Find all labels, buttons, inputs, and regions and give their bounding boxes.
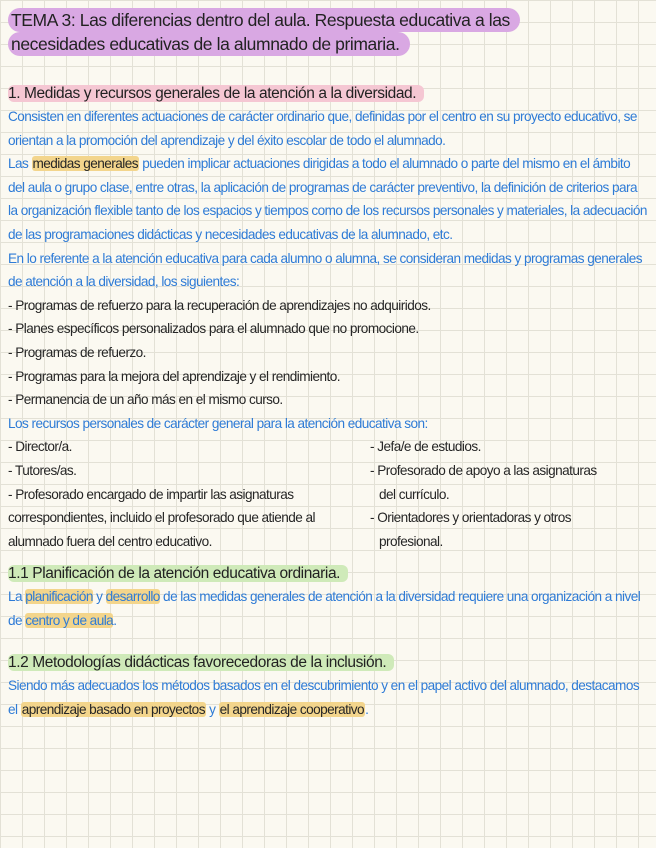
list-item: - Orientadores y orientadoras y otros: [370, 510, 572, 526]
list-item: - Tutores/as.: [8, 462, 77, 478]
desarrollo-highlight: desarrollo: [105, 589, 160, 605]
list-item-continuation: del currículo.: [379, 486, 450, 502]
list-item: - Profesorado encargado de impartir las asignaturas correspondientes, incluido el profesorado que atiende al alumnado fuera del centro educativo.: [8, 486, 316, 549]
resources-left-column: [8, 435, 370, 553]
resources-intro: Los recursos personales de carácter general para la atención educativa son:: [8, 415, 428, 431]
section-1-paragraph-3: En lo referente a la atención educativa para cada alumno o alumna, se consideran medidas y programas generales de atención a la diversidad, los siguientes:: [8, 250, 642, 290]
list-item: - Profesorado de apoyo a las asignaturas: [370, 462, 597, 478]
section-1-1-paragraph: La planificación y desarrollo de las medidas generales de atención a la diversidad requiere una organización a nivel de centro y de aula.: [8, 589, 641, 628]
proyectos-highlight: aprendizaje basado en proyectos: [21, 702, 205, 718]
notes-page: [8, 8, 648, 722]
list-item: - Programas para la mejora del aprendizaje y el rendimiento.: [8, 368, 340, 384]
cooperativo-highlight: el aprendizaje cooperativo: [219, 702, 365, 718]
resources-right-column: [370, 435, 648, 553]
section-1-1-heading: 1.1 Planificación de la atención educativa ordinaria.: [8, 563, 648, 585]
medidas-generales-highlight: medidas generales: [32, 156, 139, 172]
list-item: - Director/a.: [8, 439, 72, 455]
list-item-continuation: profesional.: [379, 533, 443, 549]
section-1-paragraph-1: Consisten en diferentes actuaciones de carácter ordinario que, definidas por el centro en su proyecto educativo, se orientan a la promoción del aprendizaje y del éxito escolar de todo el alumnado.: [8, 109, 637, 148]
list-item: - Planes específicos personalizados para el alumnado que no promocione.: [8, 321, 419, 337]
list-item: - Programas de refuerzo para la recuperación de aprendizajes no adquiridos.: [8, 297, 431, 313]
title-highlight: [8, 8, 520, 56]
section-1-heading: 1. Medidas y recursos generales de la atención a la diversidad.: [8, 83, 648, 105]
list-item: - Permanencia de un año más en el mismo curso.: [8, 392, 283, 408]
resources-columns: [8, 435, 648, 553]
list-item: - Programas de refuerzo.: [8, 344, 146, 360]
planificacion-highlight: planificación: [25, 589, 93, 605]
page-title: [8, 8, 568, 56]
section-1-2-heading: 1.2 Metodologías didácticas favorecedoras de la inclusión.: [8, 652, 648, 674]
section-1-2-paragraph: Siendo más adecuados los métodos basados en el descubrimiento y en el papel activo del alumnado, destacamos el aprendizaje basado en proyectos y el aprendizaje cooperativo.: [8, 678, 640, 718]
title-line-1: TEMA 3: Las diferencias dentro del aula. Respuesta educativa a las: [11, 10, 510, 30]
section-1-paragraph-2: Las medidas generales pueden implicar actuaciones dirigidas a todo el alumnado o parte del mismo en el ámbito del aula o grupo clase, entre otras, la aplicación de programas de carácter preventivo, la definición de criterios para la organización flexible tanto de los espacios y tiempos como de los recursos personales y materiales, la adecuación de las programaciones didácticas y necesidades educativas de la alumnado, etc.: [8, 156, 647, 242]
programs-list: [8, 294, 648, 412]
centro-aula-highlight: centro y de aula: [25, 612, 114, 628]
list-item: - Jefa/e de estudios.: [370, 439, 481, 455]
title-line-2: necesidades educativas de la alumnado de primaria.: [11, 34, 400, 54]
